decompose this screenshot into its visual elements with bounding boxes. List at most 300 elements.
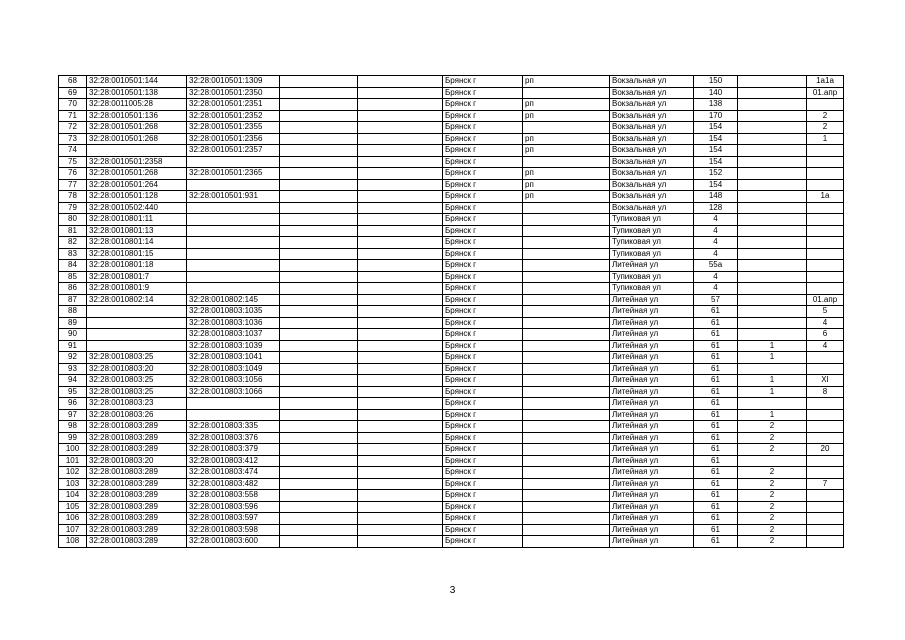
street-cell: Вокзальная ул — [610, 179, 694, 191]
settlement-type-cell — [523, 398, 610, 410]
cadastral-number-cell: 32:28:0010501:268 — [87, 168, 187, 180]
building-cell: 1 — [738, 375, 807, 387]
extra-col-a-cell — [280, 237, 358, 249]
table-row — [59, 467, 844, 479]
city-cell: Брянск г — [443, 145, 523, 157]
house-number-cell: 61 — [694, 398, 738, 410]
settlement-type-cell: рп — [523, 76, 610, 88]
house-number-cell: 61 — [694, 375, 738, 387]
parcel-number-cell: 32:28:0010803:1035 — [187, 306, 280, 318]
extra-col-a-cell — [280, 248, 358, 260]
city-cell: Брянск г — [443, 490, 523, 502]
cadastral-number-cell: 32:28:0010801:11 — [87, 214, 187, 226]
extra-col-b-cell — [358, 467, 443, 479]
row-number-cell: 76 — [59, 168, 87, 180]
extra-col-b-cell — [358, 524, 443, 536]
apartment-cell: 6 — [807, 329, 844, 341]
apartment-cell — [807, 352, 844, 364]
building-cell — [738, 133, 807, 145]
row-number-cell: 98 — [59, 421, 87, 433]
parcel-number-cell — [187, 179, 280, 191]
settlement-type-cell: рп — [523, 133, 610, 145]
extra-col-a-cell — [280, 271, 358, 283]
house-number-cell: 4 — [694, 283, 738, 295]
settlement-type-cell — [523, 156, 610, 168]
extra-col-b-cell — [358, 156, 443, 168]
city-cell: Брянск г — [443, 524, 523, 536]
extra-col-a-cell — [280, 145, 358, 157]
table-row — [59, 248, 844, 260]
street-cell: Тупиковая ул — [610, 271, 694, 283]
cadastral-number-cell: 32:28:0010803:289 — [87, 536, 187, 548]
extra-col-a-cell — [280, 432, 358, 444]
street-cell: Вокзальная ул — [610, 156, 694, 168]
extra-col-a-cell — [280, 87, 358, 99]
parcel-number-cell: 32:28:0010501:2365 — [187, 168, 280, 180]
settlement-type-cell — [523, 306, 610, 318]
apartment-cell — [807, 398, 844, 410]
apartment-cell: 4 — [807, 340, 844, 352]
street-cell: Вокзальная ул — [610, 202, 694, 214]
city-cell: Брянск г — [443, 214, 523, 226]
building-cell — [738, 76, 807, 88]
row-number-cell: 100 — [59, 444, 87, 456]
house-number-cell: 61 — [694, 478, 738, 490]
building-cell — [738, 110, 807, 122]
parcel-number-cell: 32:28:0010803:558 — [187, 490, 280, 502]
table-row — [59, 432, 844, 444]
building-cell: 2 — [738, 421, 807, 433]
apartment-cell — [807, 490, 844, 502]
parcel-number-cell: 32:28:0010803:1037 — [187, 329, 280, 341]
table-row — [59, 536, 844, 548]
street-cell: Литейная ул — [610, 421, 694, 433]
extra-col-b-cell — [358, 225, 443, 237]
settlement-type-cell — [523, 490, 610, 502]
parcel-number-cell — [187, 237, 280, 249]
building-cell: 2 — [738, 490, 807, 502]
city-cell: Брянск г — [443, 432, 523, 444]
settlement-type-cell — [523, 122, 610, 134]
row-number-cell: 90 — [59, 329, 87, 341]
cadastral-number-cell: 32:28:0010502:440 — [87, 202, 187, 214]
parcel-number-cell: 32:28:0010803:1039 — [187, 340, 280, 352]
apartment-cell: 7 — [807, 478, 844, 490]
extra-col-a-cell — [280, 294, 358, 306]
cadastral-number-cell: 32:28:0010803:25 — [87, 386, 187, 398]
parcel-number-cell: 32:28:0010803:1041 — [187, 352, 280, 364]
street-cell: Вокзальная ул — [610, 110, 694, 122]
row-number-cell: 80 — [59, 214, 87, 226]
table-row — [59, 237, 844, 249]
apartment-cell: 1 — [807, 133, 844, 145]
extra-col-b-cell — [358, 110, 443, 122]
row-number-cell: 107 — [59, 524, 87, 536]
extra-col-b-cell — [358, 329, 443, 341]
settlement-type-cell — [523, 294, 610, 306]
house-number-cell: 61 — [694, 421, 738, 433]
city-cell: Брянск г — [443, 329, 523, 341]
parcel-number-cell: 32:28:0010803:482 — [187, 478, 280, 490]
row-number-cell: 103 — [59, 478, 87, 490]
house-number-cell: 150 — [694, 76, 738, 88]
house-number-cell: 55а — [694, 260, 738, 272]
building-cell — [738, 329, 807, 341]
apartment-cell — [807, 501, 844, 513]
apartment-cell: 5 — [807, 306, 844, 318]
street-cell: Литейная ул — [610, 467, 694, 479]
house-number-cell: 138 — [694, 99, 738, 111]
extra-col-b-cell — [358, 179, 443, 191]
building-cell — [738, 248, 807, 260]
parcel-number-cell: 32:28:0010803:1056 — [187, 375, 280, 387]
settlement-type-cell — [523, 260, 610, 272]
city-cell: Брянск г — [443, 225, 523, 237]
parcel-number-cell: 32:28:0010501:2350 — [187, 87, 280, 99]
extra-col-b-cell — [358, 271, 443, 283]
extra-col-a-cell — [280, 179, 358, 191]
street-cell: Литейная ул — [610, 432, 694, 444]
settlement-type-cell — [523, 409, 610, 421]
house-number-cell: 154 — [694, 133, 738, 145]
city-cell: Брянск г — [443, 352, 523, 364]
table-row — [59, 168, 844, 180]
extra-col-a-cell — [280, 455, 358, 467]
table-row — [59, 375, 844, 387]
apartment-cell — [807, 467, 844, 479]
table-row — [59, 455, 844, 467]
street-cell: Тупиковая ул — [610, 248, 694, 260]
table-row — [59, 306, 844, 318]
row-number-cell: 68 — [59, 76, 87, 88]
street-cell: Литейная ул — [610, 352, 694, 364]
row-number-cell: 74 — [59, 145, 87, 157]
apartment-cell: 8 — [807, 386, 844, 398]
extra-col-b-cell — [358, 145, 443, 157]
cadastral-number-cell: 32:28:0010801:9 — [87, 283, 187, 295]
parcel-number-cell: 32:28:0010803:1036 — [187, 317, 280, 329]
settlement-type-cell — [523, 478, 610, 490]
extra-col-a-cell — [280, 214, 358, 226]
table-row — [59, 409, 844, 421]
house-number-cell: 61 — [694, 536, 738, 548]
row-number-cell: 88 — [59, 306, 87, 318]
extra-col-a-cell — [280, 191, 358, 203]
apartment-cell — [807, 156, 844, 168]
cadastral-number-cell: 32:28:0010803:289 — [87, 444, 187, 456]
street-cell: Литейная ул — [610, 478, 694, 490]
cadastral-number-cell: 32:28:0010801:18 — [87, 260, 187, 272]
settlement-type-cell: рп — [523, 168, 610, 180]
house-number-cell: 61 — [694, 513, 738, 525]
cadastral-number-cell: 32:28:0010803:25 — [87, 375, 187, 387]
extra-col-b-cell — [358, 168, 443, 180]
extra-col-b-cell — [358, 214, 443, 226]
settlement-type-cell — [523, 432, 610, 444]
city-cell: Брянск г — [443, 260, 523, 272]
city-cell: Брянск г — [443, 398, 523, 410]
house-number-cell: 61 — [694, 386, 738, 398]
extra-col-a-cell — [280, 513, 358, 525]
extra-col-a-cell — [280, 76, 358, 88]
city-cell: Брянск г — [443, 202, 523, 214]
house-number-cell: 154 — [694, 156, 738, 168]
apartment-cell — [807, 225, 844, 237]
table-row — [59, 513, 844, 525]
city-cell: Брянск г — [443, 306, 523, 318]
cadastral-number-cell — [87, 329, 187, 341]
table-row — [59, 133, 844, 145]
parcel-number-cell: 32:28:0010803:1066 — [187, 386, 280, 398]
building-cell — [738, 294, 807, 306]
city-cell: Брянск г — [443, 87, 523, 99]
city-cell: Брянск г — [443, 133, 523, 145]
table-row — [59, 363, 844, 375]
table-row — [59, 99, 844, 111]
row-number-cell: 96 — [59, 398, 87, 410]
extra-col-b-cell — [358, 133, 443, 145]
house-number-cell: 61 — [694, 444, 738, 456]
parcel-number-cell: 32:28:0010501:931 — [187, 191, 280, 203]
building-cell — [738, 168, 807, 180]
street-cell: Литейная ул — [610, 340, 694, 352]
extra-col-a-cell — [280, 133, 358, 145]
extra-col-b-cell — [358, 317, 443, 329]
building-cell — [738, 145, 807, 157]
street-cell: Литейная ул — [610, 513, 694, 525]
city-cell: Брянск г — [443, 455, 523, 467]
table-row — [59, 501, 844, 513]
apartment-cell — [807, 524, 844, 536]
table-row — [59, 478, 844, 490]
parcel-number-cell — [187, 156, 280, 168]
city-cell: Брянск г — [443, 340, 523, 352]
apartment-cell — [807, 283, 844, 295]
city-cell: Брянск г — [443, 237, 523, 249]
row-number-cell: 79 — [59, 202, 87, 214]
street-cell: Литейная ул — [610, 375, 694, 387]
street-cell: Литейная ул — [610, 490, 694, 502]
city-cell: Брянск г — [443, 513, 523, 525]
city-cell: Брянск г — [443, 363, 523, 375]
cadastral-number-cell: 32:28:0011005:28 — [87, 99, 187, 111]
cadastral-number-cell: 32:28:0010501:268 — [87, 133, 187, 145]
extra-col-b-cell — [358, 87, 443, 99]
row-number-cell: 87 — [59, 294, 87, 306]
cadastral-number-cell — [87, 306, 187, 318]
extra-col-a-cell — [280, 156, 358, 168]
table-row — [59, 386, 844, 398]
house-number-cell: 154 — [694, 122, 738, 134]
extra-col-a-cell — [280, 478, 358, 490]
street-cell: Литейная ул — [610, 317, 694, 329]
row-number-cell: 92 — [59, 352, 87, 364]
extra-col-a-cell — [280, 375, 358, 387]
street-cell: Литейная ул — [610, 329, 694, 341]
apartment-cell — [807, 145, 844, 157]
cadastral-number-cell: 32:28:0010801:13 — [87, 225, 187, 237]
cadastral-number-cell: 32:28:0010801:7 — [87, 271, 187, 283]
extra-col-b-cell — [358, 340, 443, 352]
row-number-cell: 102 — [59, 467, 87, 479]
table-row — [59, 294, 844, 306]
cadastral-number-cell: 32:28:0010501:128 — [87, 191, 187, 203]
extra-col-b-cell — [358, 513, 443, 525]
house-number-cell: 61 — [694, 306, 738, 318]
extra-col-b-cell — [358, 76, 443, 88]
cadastral-number-cell: 32:28:0010501:138 — [87, 87, 187, 99]
building-cell: 2 — [738, 513, 807, 525]
parcel-number-cell — [187, 260, 280, 272]
row-number-cell: 106 — [59, 513, 87, 525]
cadastral-number-cell: 32:28:0010803:20 — [87, 363, 187, 375]
extra-col-a-cell — [280, 225, 358, 237]
city-cell: Брянск г — [443, 294, 523, 306]
table-row — [59, 317, 844, 329]
house-number-cell: 148 — [694, 191, 738, 203]
extra-col-a-cell — [280, 306, 358, 318]
settlement-type-cell — [523, 271, 610, 283]
house-number-cell: 61 — [694, 524, 738, 536]
cadastral-number-cell: 32:28:0010803:289 — [87, 501, 187, 513]
settlement-type-cell — [523, 386, 610, 398]
house-number-cell: 61 — [694, 363, 738, 375]
cadastral-number-cell: 32:28:0010501:264 — [87, 179, 187, 191]
extra-col-b-cell — [358, 363, 443, 375]
extra-col-a-cell — [280, 398, 358, 410]
settlement-type-cell — [523, 375, 610, 387]
house-number-cell: 61 — [694, 409, 738, 421]
building-cell — [738, 306, 807, 318]
apartment-cell — [807, 455, 844, 467]
city-cell: Брянск г — [443, 386, 523, 398]
apartment-cell — [807, 409, 844, 421]
street-cell: Вокзальная ул — [610, 76, 694, 88]
building-cell — [738, 455, 807, 467]
parcel-number-cell: 32:28:0010803:412 — [187, 455, 280, 467]
apartment-cell: 01.апр — [807, 87, 844, 99]
cadastral-number-cell: 32:28:0010803:26 — [87, 409, 187, 421]
row-number-cell: 81 — [59, 225, 87, 237]
city-cell: Брянск г — [443, 76, 523, 88]
street-cell: Литейная ул — [610, 524, 694, 536]
street-cell: Литейная ул — [610, 306, 694, 318]
row-number-cell: 95 — [59, 386, 87, 398]
settlement-type-cell: рп — [523, 145, 610, 157]
building-cell — [738, 271, 807, 283]
table-row — [59, 225, 844, 237]
settlement-type-cell — [523, 455, 610, 467]
row-number-cell: 89 — [59, 317, 87, 329]
building-cell: 1 — [738, 386, 807, 398]
cadastral-number-cell: 32:28:0010801:14 — [87, 237, 187, 249]
building-cell — [738, 237, 807, 249]
page-number: 3 — [449, 585, 456, 596]
parcel-number-cell: 32:28:0010803:474 — [187, 467, 280, 479]
row-number-cell: 94 — [59, 375, 87, 387]
city-cell: Брянск г — [443, 122, 523, 134]
apartment-cell — [807, 248, 844, 260]
row-number-cell: 105 — [59, 501, 87, 513]
table-row — [59, 76, 844, 88]
street-cell: Литейная ул — [610, 260, 694, 272]
street-cell: Литейная ул — [610, 409, 694, 421]
house-number-cell: 61 — [694, 455, 738, 467]
table-row — [59, 340, 844, 352]
parcel-number-cell: 32:28:0010802:145 — [187, 294, 280, 306]
apartment-cell — [807, 421, 844, 433]
apartment-cell: 01.апр — [807, 294, 844, 306]
street-cell: Тупиковая ул — [610, 214, 694, 226]
table-row — [59, 122, 844, 134]
extra-col-b-cell — [358, 536, 443, 548]
settlement-type-cell — [523, 421, 610, 433]
settlement-type-cell — [523, 317, 610, 329]
building-cell — [738, 317, 807, 329]
table-row — [59, 260, 844, 272]
parcel-number-cell: 32:28:0010803:379 — [187, 444, 280, 456]
settlement-type-cell — [523, 340, 610, 352]
row-number-cell: 86 — [59, 283, 87, 295]
cadastral-number-cell — [87, 340, 187, 352]
row-number-cell: 72 — [59, 122, 87, 134]
parcel-number-cell: 32:28:0010803:600 — [187, 536, 280, 548]
settlement-type-cell — [523, 501, 610, 513]
extra-col-b-cell — [358, 421, 443, 433]
row-number-cell: 69 — [59, 87, 87, 99]
building-cell: 2 — [738, 444, 807, 456]
table-row — [59, 283, 844, 295]
building-cell — [738, 99, 807, 111]
parcel-number-cell — [187, 409, 280, 421]
table-row — [59, 421, 844, 433]
apartment-cell: XI — [807, 375, 844, 387]
street-cell: Вокзальная ул — [610, 168, 694, 180]
street-cell: Литейная ул — [610, 501, 694, 513]
cadastral-number-cell — [87, 317, 187, 329]
cadastral-number-cell: 32:28:0010803:25 — [87, 352, 187, 364]
parcel-number-cell: 32:28:0010803:1049 — [187, 363, 280, 375]
house-number-cell: 61 — [694, 501, 738, 513]
settlement-type-cell — [523, 513, 610, 525]
building-cell — [738, 202, 807, 214]
apartment-cell — [807, 214, 844, 226]
parcel-number-cell — [187, 398, 280, 410]
cadastral-number-cell: 32:28:0010802:14 — [87, 294, 187, 306]
cadastral-number-cell: 32:28:0010501:136 — [87, 110, 187, 122]
extra-col-a-cell — [280, 444, 358, 456]
parcel-number-cell — [187, 248, 280, 260]
cadastral-number-cell: 32:28:0010803:289 — [87, 421, 187, 433]
street-cell: Тупиковая ул — [610, 225, 694, 237]
parcel-number-cell — [187, 271, 280, 283]
extra-col-b-cell — [358, 386, 443, 398]
extra-col-b-cell — [358, 409, 443, 421]
row-number-cell: 84 — [59, 260, 87, 272]
building-cell: 2 — [738, 536, 807, 548]
table-row — [59, 524, 844, 536]
parcel-number-cell — [187, 214, 280, 226]
city-cell: Брянск г — [443, 283, 523, 295]
row-number-cell: 104 — [59, 490, 87, 502]
table-row — [59, 398, 844, 410]
extra-col-b-cell — [358, 237, 443, 249]
house-number-cell: 152 — [694, 168, 738, 180]
street-cell: Литейная ул — [610, 294, 694, 306]
extra-col-a-cell — [280, 317, 358, 329]
building-cell — [738, 87, 807, 99]
parcel-number-cell: 32:28:0010803:376 — [187, 432, 280, 444]
